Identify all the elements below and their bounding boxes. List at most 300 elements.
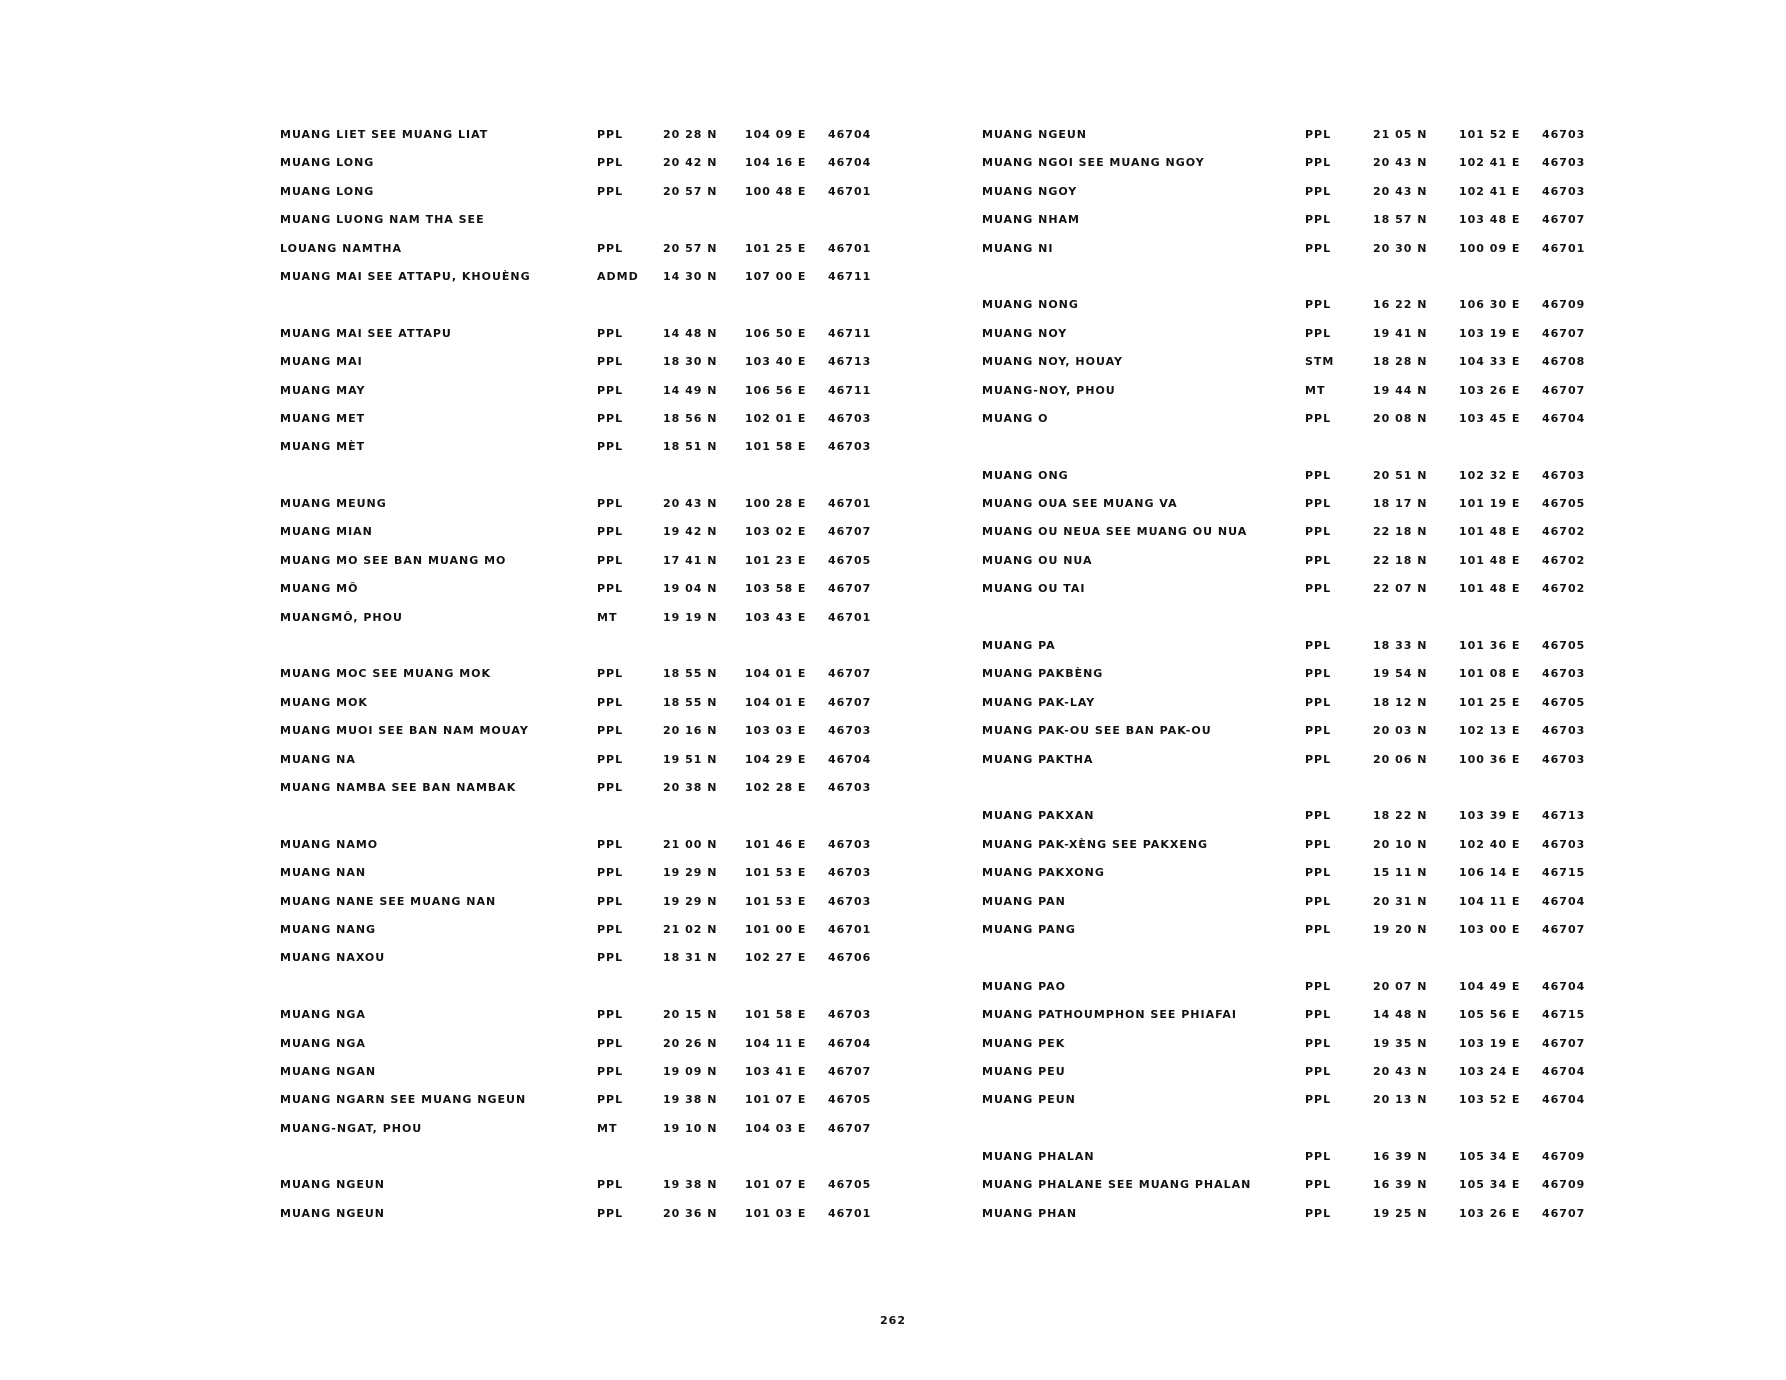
map-sheet: 46707 [828, 1121, 872, 1135]
map-sheet: 46703 [828, 724, 872, 738]
feature-code: PPL [1305, 525, 1332, 539]
map-sheet: 46715 [1542, 866, 1586, 880]
longitude: 104 29 E [745, 752, 807, 766]
longitude: 103 58 E [745, 582, 807, 596]
longitude: 101 25 E [1459, 695, 1521, 709]
place-name: MUANG PAKTHA [982, 752, 1094, 766]
feature-code: PPL [597, 326, 624, 340]
feature-code: PPL [597, 1178, 624, 1192]
latitude: 20 38 N [663, 780, 718, 794]
feature-code: PPL [597, 894, 624, 908]
map-sheet: 46701 [828, 497, 872, 511]
latitude: 20 10 N [1373, 837, 1428, 851]
longitude: 103 03 E [745, 724, 807, 738]
feature-code: PPL [1305, 213, 1332, 227]
longitude: 101 58 E [745, 440, 807, 454]
map-sheet: 46707 [828, 667, 872, 681]
latitude: 18 22 N [1373, 809, 1428, 823]
longitude: 101 00 E [745, 922, 807, 936]
place-name: MUANG PAKBÈNG [982, 667, 1104, 681]
place-name: MUANG MÈT [280, 440, 366, 454]
place-name: MUANG NGEUN [982, 128, 1088, 141]
longitude: 106 56 E [745, 383, 807, 397]
latitude: 20 43 N [1373, 1064, 1428, 1078]
latitude: 20 42 N [663, 156, 718, 170]
feature-code: PPL [1305, 553, 1332, 567]
place-name: MUANG NOY, HOUAY [982, 355, 1124, 369]
place-name: MUANG PHALANE SEE MUANG PHALAN [982, 1178, 1252, 1192]
latitude: 20 06 N [1373, 752, 1428, 766]
place-name: MUANGMÔ, PHOU [280, 610, 403, 624]
map-sheet: 46704 [828, 128, 872, 141]
place-name: MUANG NI [982, 241, 1054, 255]
map-sheet: 46709 [1542, 298, 1586, 312]
longitude: 101 07 E [745, 1178, 807, 1192]
map-sheet: 46701 [828, 922, 872, 936]
feature-code: PPL [1305, 866, 1332, 880]
map-sheet: 46703 [1542, 468, 1586, 482]
feature-code: STM [1305, 355, 1335, 369]
longitude: 100 09 E [1459, 241, 1521, 255]
place-name: MUANG NAMO [280, 837, 379, 851]
feature-code: ADMD [597, 269, 639, 283]
map-sheet: 46707 [1542, 383, 1586, 397]
longitude: 101 58 E [745, 1008, 807, 1022]
latitude: 20 43 N [1373, 184, 1428, 198]
latitude: 20 16 N [663, 724, 718, 738]
latitude: 20 43 N [663, 497, 718, 511]
place-name: MUANG NGA [280, 1036, 366, 1050]
latitude: 16 22 N [1373, 298, 1428, 312]
longitude: 102 01 E [745, 411, 807, 425]
place-name: MUANG MO SEE BAN MUANG MO [280, 553, 507, 567]
latitude: 19 09 N [663, 1064, 718, 1078]
map-sheet: 46702 [1542, 525, 1586, 539]
feature-code: PPL [597, 752, 624, 766]
place-name: MUANG LONG [280, 156, 375, 170]
latitude: 21 02 N [663, 922, 718, 936]
place-name: MUANG OU TAI [982, 582, 1086, 596]
map-sheet: 46707 [1542, 1036, 1586, 1050]
latitude: 20 07 N [1373, 979, 1428, 993]
longitude: 101 23 E [745, 553, 807, 567]
longitude: 107 00 E [745, 269, 807, 283]
longitude: 101 53 E [745, 894, 807, 908]
latitude: 16 39 N [1373, 1150, 1428, 1164]
longitude: 104 03 E [745, 1121, 807, 1135]
latitude: 19 38 N [663, 1178, 718, 1192]
map-sheet: 46707 [1542, 213, 1586, 227]
longitude: 104 09 E [745, 128, 807, 141]
map-sheet: 46704 [828, 752, 872, 766]
place-name: MUANG NAN [280, 866, 367, 880]
feature-code: PPL [597, 440, 624, 454]
feature-code: PPL [597, 184, 624, 198]
place-name: MUANG NAMBA SEE BAN NAMBAK [280, 780, 517, 794]
longitude: 103 26 E [1459, 1206, 1521, 1220]
map-sheet: 46704 [1542, 1093, 1586, 1107]
feature-code: MT [1305, 383, 1326, 397]
longitude: 105 56 E [1459, 1008, 1521, 1022]
map-sheet: 46709 [1542, 1178, 1586, 1192]
latitude: 21 05 N [1373, 128, 1428, 141]
longitude: 104 16 E [745, 156, 807, 170]
longitude: 105 34 E [1459, 1178, 1521, 1192]
feature-code: PPL [1305, 241, 1332, 255]
feature-code: PPL [1305, 1093, 1332, 1107]
feature-code: PPL [1305, 979, 1332, 993]
longitude: 101 48 E [1459, 525, 1521, 539]
latitude: 14 48 N [663, 326, 718, 340]
longitude: 106 50 E [745, 326, 807, 340]
feature-code: PPL [1305, 922, 1332, 936]
latitude: 20 03 N [1373, 724, 1428, 738]
place-name: MUANG NGA [280, 1008, 366, 1022]
map-sheet: 46705 [1542, 497, 1586, 511]
longitude: 104 33 E [1459, 355, 1521, 369]
map-sheet: 46701 [1542, 241, 1586, 255]
map-sheet: 46711 [828, 383, 872, 397]
map-sheet: 46703 [1542, 667, 1586, 681]
place-name: MUANG PEU [982, 1064, 1066, 1078]
latitude: 15 11 N [1373, 866, 1428, 880]
latitude: 19 44 N [1373, 383, 1428, 397]
latitude: 16 39 N [1373, 1178, 1428, 1192]
feature-code: PPL [1305, 695, 1332, 709]
latitude: 20 08 N [1373, 411, 1428, 425]
place-name: MUANG NONG [982, 298, 1079, 312]
longitude: 104 01 E [745, 667, 807, 681]
feature-code: PPL [1305, 411, 1332, 425]
feature-code: PPL [597, 497, 624, 511]
map-sheet: 46706 [828, 951, 872, 965]
latitude: 17 41 N [663, 553, 718, 567]
longitude: 102 41 E [1459, 156, 1521, 170]
latitude: 19 42 N [663, 525, 718, 539]
longitude: 101 48 E [1459, 553, 1521, 567]
latitude: 14 48 N [1373, 1008, 1428, 1022]
feature-code: PPL [597, 156, 624, 170]
map-sheet: 46705 [828, 553, 872, 567]
feature-code: PPL [1305, 326, 1332, 340]
feature-code: PPL [1305, 837, 1332, 851]
map-sheet: 46703 [828, 780, 872, 794]
longitude: 101 52 E [1459, 128, 1521, 141]
feature-code: PPL [1305, 1036, 1332, 1050]
place-name: MUANG PATHOUMPHON SEE PHIAFAI [982, 1008, 1237, 1022]
latitude: 18 56 N [663, 411, 718, 425]
place-name: MUANG MIAN [280, 525, 373, 539]
feature-code: PPL [597, 1036, 624, 1050]
place-name: MUANG PAK-XÈNG SEE PAKXENG [982, 837, 1209, 851]
place-name: MUANG MEUNG [280, 497, 387, 511]
feature-code: PPL [1305, 1064, 1332, 1078]
latitude: 18 55 N [663, 695, 718, 709]
feature-code: PPL [1305, 298, 1332, 312]
feature-code: PPL [597, 241, 624, 255]
longitude: 101 36 E [1459, 639, 1521, 653]
feature-code: PPL [1305, 128, 1332, 141]
map-sheet: 46707 [828, 695, 872, 709]
latitude: 19 54 N [1373, 667, 1428, 681]
longitude: 101 07 E [745, 1093, 807, 1107]
place-name: MUANG LONG [280, 184, 375, 198]
place-name: LOUANG NAMTHA [280, 241, 403, 255]
map-sheet: 46703 [828, 894, 872, 908]
feature-code: PPL [1305, 156, 1332, 170]
longitude: 102 32 E [1459, 468, 1521, 482]
map-sheet: 46709 [1542, 1150, 1586, 1164]
map-sheet: 46703 [1542, 184, 1586, 198]
feature-code: PPL [597, 411, 624, 425]
longitude: 101 03 E [745, 1206, 807, 1220]
feature-code: PPL [597, 1093, 624, 1107]
latitude: 20 57 N [663, 241, 718, 255]
longitude: 103 39 E [1459, 809, 1521, 823]
longitude: 103 26 E [1459, 383, 1521, 397]
latitude: 20 26 N [663, 1036, 718, 1050]
latitude: 18 12 N [1373, 695, 1428, 709]
latitude: 18 33 N [1373, 639, 1428, 653]
latitude: 21 00 N [663, 837, 718, 851]
longitude: 102 28 E [745, 780, 807, 794]
map-sheet: 46708 [1542, 355, 1586, 369]
longitude: 106 30 E [1459, 298, 1521, 312]
latitude: 18 17 N [1373, 497, 1428, 511]
place-name: MUANG MET [280, 411, 366, 425]
map-sheet: 46703 [828, 440, 872, 454]
longitude: 101 19 E [1459, 497, 1521, 511]
longitude: 106 14 E [1459, 866, 1521, 880]
place-name: MUANG NGARN SEE MUANG NGEUN [280, 1093, 527, 1107]
map-sheet: 46705 [828, 1178, 872, 1192]
place-name: MUANG LIET SEE MUANG LIAT [280, 128, 489, 141]
feature-code: PPL [1305, 184, 1332, 198]
feature-code: PPL [1305, 1178, 1332, 1192]
place-name: MUANG PAKXONG [982, 866, 1105, 880]
latitude: 18 57 N [1373, 213, 1428, 227]
feature-code: PPL [597, 724, 624, 738]
place-name: MUANG PEK [982, 1036, 1066, 1050]
longitude: 103 19 E [1459, 1036, 1521, 1050]
longitude: 102 27 E [745, 951, 807, 965]
map-sheet: 46703 [828, 837, 872, 851]
latitude: 22 18 N [1373, 553, 1428, 567]
latitude: 19 25 N [1373, 1206, 1428, 1220]
longitude: 104 11 E [1459, 894, 1521, 908]
map-sheet: 46701 [828, 1206, 872, 1220]
place-name: MUANG MAI SEE ATTAPU, KHOUÈNG [280, 269, 531, 283]
longitude: 101 46 E [745, 837, 807, 851]
map-sheet: 46704 [828, 1036, 872, 1050]
feature-code: PPL [597, 1064, 624, 1078]
longitude: 104 11 E [745, 1036, 807, 1050]
latitude: 19 51 N [663, 752, 718, 766]
map-sheet: 46701 [828, 610, 872, 624]
map-sheet: 46703 [828, 1008, 872, 1022]
latitude: 20 13 N [1373, 1093, 1428, 1107]
place-name: MUANG MÔ [280, 582, 359, 596]
latitude: 19 10 N [663, 1121, 718, 1135]
longitude: 103 19 E [1459, 326, 1521, 340]
feature-code: PPL [597, 553, 624, 567]
place-name: MUANG PHAN [982, 1206, 1078, 1220]
place-name: MUANG NGAN [280, 1064, 377, 1078]
place-name: MUANG MOC SEE MUANG MOK [280, 667, 492, 681]
place-name: MUANG OUA SEE MUANG VA [982, 497, 1178, 511]
place-name: MUANG NHAM [982, 213, 1080, 227]
map-sheet: 46703 [1542, 128, 1586, 141]
latitude: 20 57 N [663, 184, 718, 198]
feature-code: PPL [1305, 1008, 1332, 1022]
longitude: 103 52 E [1459, 1093, 1521, 1107]
latitude: 20 36 N [663, 1206, 718, 1220]
latitude: 22 07 N [1373, 582, 1428, 596]
feature-code: PPL [597, 128, 624, 141]
latitude: 18 55 N [663, 667, 718, 681]
place-name: MUANG PAO [982, 979, 1067, 993]
longitude: 100 48 E [745, 184, 807, 198]
map-sheet: 46704 [1542, 411, 1586, 425]
map-sheet: 46702 [1542, 553, 1586, 567]
map-sheet: 46705 [1542, 695, 1586, 709]
place-name: MUANG PANG [982, 922, 1076, 936]
place-name: MUANG NGEUN [280, 1178, 386, 1192]
longitude: 103 00 E [1459, 922, 1521, 936]
latitude: 22 18 N [1373, 525, 1428, 539]
place-name: MUANG-NGAT, PHOU [280, 1121, 423, 1135]
longitude: 105 34 E [1459, 1150, 1521, 1164]
place-name: MUANG ONG [982, 468, 1069, 482]
latitude: 19 41 N [1373, 326, 1428, 340]
longitude: 104 49 E [1459, 979, 1521, 993]
latitude: 19 20 N [1373, 922, 1428, 936]
latitude: 19 19 N [663, 610, 718, 624]
map-sheet: 46701 [828, 241, 872, 255]
place-name: MUANG PAK-OU SEE BAN PAK-OU [982, 724, 1212, 738]
place-name: MUANG-NOY, PHOU [982, 383, 1116, 397]
latitude: 19 29 N [663, 866, 718, 880]
feature-code: PPL [597, 780, 624, 794]
map-sheet: 46703 [1542, 752, 1586, 766]
feature-code: PPL [1305, 1150, 1332, 1164]
place-name: MUANG LUONG NAM THA SEE [280, 213, 485, 227]
latitude: 14 49 N [663, 383, 718, 397]
longitude: 103 40 E [745, 355, 807, 369]
feature-code: PPL [597, 1008, 624, 1022]
feature-code: MT [597, 610, 618, 624]
map-sheet: 46707 [1542, 1206, 1586, 1220]
longitude: 103 41 E [745, 1064, 807, 1078]
feature-code: PPL [1305, 894, 1332, 908]
feature-code: PPL [1305, 752, 1332, 766]
map-sheet: 46703 [828, 411, 872, 425]
latitude: 20 31 N [1373, 894, 1428, 908]
longitude: 103 43 E [745, 610, 807, 624]
map-sheet: 46707 [828, 582, 872, 596]
longitude: 103 45 E [1459, 411, 1521, 425]
longitude: 103 24 E [1459, 1064, 1521, 1078]
place-name: MUANG PAKXAN [982, 809, 1095, 823]
feature-code: PPL [597, 695, 624, 709]
longitude: 102 40 E [1459, 837, 1521, 851]
feature-code: PPL [597, 866, 624, 880]
map-sheet: 46711 [828, 326, 872, 340]
place-name: MUANG PHALAN [982, 1150, 1095, 1164]
map-sheet: 46705 [828, 1093, 872, 1107]
feature-code: PPL [597, 837, 624, 851]
map-sheet: 46703 [1542, 724, 1586, 738]
place-name: MUANG PAN [982, 894, 1066, 908]
place-name: MUANG OU NEUA SEE MUANG OU NUA [982, 525, 1248, 539]
place-name: MUANG MAY [280, 383, 366, 397]
longitude: 100 28 E [745, 497, 807, 511]
place-name: MUANG MUOI SEE BAN NAM MOUAY [280, 724, 529, 738]
map-sheet: 46702 [1542, 582, 1586, 596]
feature-code: PPL [1305, 809, 1332, 823]
feature-code: PPL [1305, 468, 1332, 482]
latitude: 20 28 N [663, 128, 718, 141]
feature-code: PPL [597, 922, 624, 936]
feature-code: PPL [597, 667, 624, 681]
place-name: MUANG PAK-LAY [982, 695, 1096, 709]
feature-code: PPL [597, 383, 624, 397]
latitude: 20 43 N [1373, 156, 1428, 170]
map-sheet: 46707 [828, 525, 872, 539]
place-name: MUANG NANE SEE MUANG NAN [280, 894, 497, 908]
map-sheet: 46704 [1542, 979, 1586, 993]
latitude: 18 28 N [1373, 355, 1428, 369]
latitude: 19 38 N [663, 1093, 718, 1107]
longitude: 101 25 E [745, 241, 807, 255]
map-sheet: 46703 [1542, 156, 1586, 170]
map-sheet: 46713 [828, 355, 872, 369]
map-sheet: 46704 [828, 156, 872, 170]
longitude: 102 13 E [1459, 724, 1521, 738]
feature-code: PPL [1305, 639, 1332, 653]
map-sheet: 46704 [1542, 1064, 1586, 1078]
place-name: MUANG MAI SEE ATTAPU [280, 326, 452, 340]
longitude: 100 36 E [1459, 752, 1521, 766]
longitude: 103 02 E [745, 525, 807, 539]
map-sheet: 46704 [1542, 894, 1586, 908]
latitude: 14 30 N [663, 269, 718, 283]
longitude: 101 08 E [1459, 667, 1521, 681]
feature-code: PPL [597, 525, 624, 539]
place-name: MUANG NOY [982, 326, 1068, 340]
latitude: 19 04 N [663, 582, 718, 596]
longitude: 104 01 E [745, 695, 807, 709]
feature-code: PPL [1305, 1206, 1332, 1220]
place-name: MUANG PEUN [982, 1093, 1076, 1107]
latitude: 19 35 N [1373, 1036, 1428, 1050]
latitude: 18 51 N [663, 440, 718, 454]
latitude: 20 51 N [1373, 468, 1428, 482]
place-name: MUANG MOK [280, 695, 368, 709]
feature-code: PPL [597, 1206, 624, 1220]
place-name: MUANG MAI [280, 355, 363, 369]
feature-code: PPL [597, 951, 624, 965]
map-sheet: 46707 [1542, 922, 1586, 936]
longitude: 103 48 E [1459, 213, 1521, 227]
feature-code: PPL [1305, 667, 1332, 681]
feature-code: PPL [1305, 724, 1332, 738]
latitude: 18 31 N [663, 951, 718, 965]
longitude: 102 41 E [1459, 184, 1521, 198]
place-name: MUANG NGEUN [280, 1206, 386, 1220]
page-number: 262 [880, 1314, 906, 1327]
place-name: MUANG NA [280, 752, 356, 766]
